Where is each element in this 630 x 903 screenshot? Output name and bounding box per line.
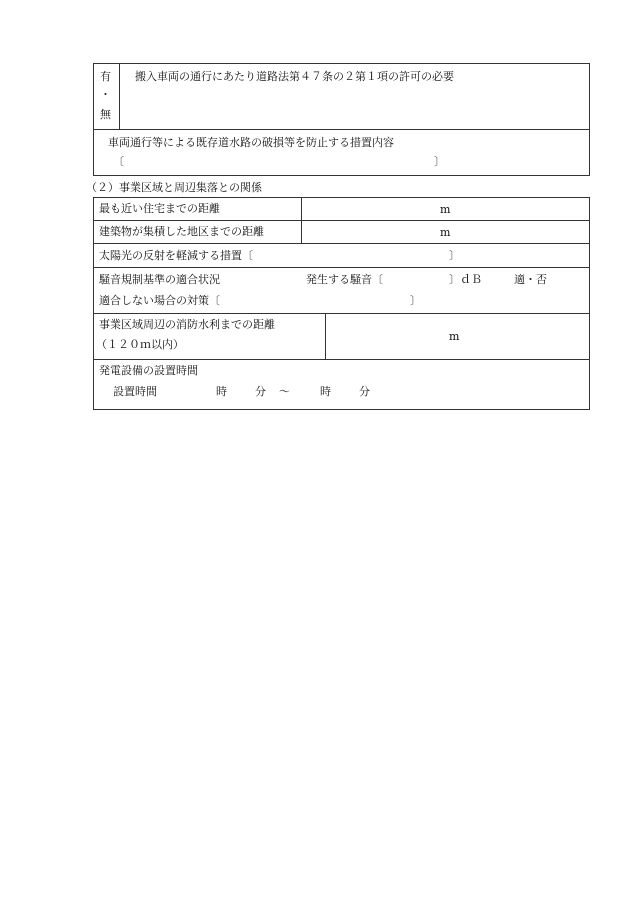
permit-question-text: 搬入車両の通行にあたり道路法第４７条の２第１項の許可の必要 (135, 70, 454, 83)
nearest-house-unit: m (440, 203, 451, 216)
row-divider-2 (93, 243, 590, 244)
building-area-label: 建築物が集積した地区までの距離 (99, 225, 264, 238)
col-divider-firewater (325, 313, 326, 359)
building-area-value-field[interactable] (304, 223, 434, 241)
solar-reflection-input[interactable] (285, 249, 443, 262)
measures-label: 車両通行等による既存道水路の破損等を防止する措置内容 (108, 136, 394, 149)
row-divider-1 (93, 220, 590, 221)
noise-judge-option[interactable]: 適・否 (514, 273, 547, 286)
permit-yesno-divider (119, 63, 120, 129)
solar-reflection-label: 太陽光の反射を軽減する措置〔 (99, 249, 253, 262)
install-time-tilde: ～ (279, 385, 290, 398)
fire-water-sublabel: （１２０ｍ以内） (96, 338, 184, 351)
noise-noncompliant-input[interactable] (246, 294, 404, 307)
noise-label: 騒音規制基準の適合状況 (99, 273, 220, 286)
col-divider-distance (301, 197, 302, 243)
fire-water-value-field[interactable] (328, 316, 443, 356)
measures-input-area[interactable] (126, 155, 431, 168)
noise-noncompliant-label: 適合しない場合の対策〔 (99, 294, 220, 307)
measures-bracket-close: 〕 (434, 155, 445, 168)
measures-bracket-open: 〔 (113, 155, 124, 168)
section2-heading: （２）事業区域と周辺集落との関係 (86, 181, 262, 194)
row-divider-5 (93, 359, 590, 360)
install-start-hour-unit: 時 (216, 385, 227, 398)
permit-table-divider (93, 129, 590, 130)
noise-generated-label: 発生する騒音〔 (306, 273, 383, 286)
install-end-hour-unit: 時 (320, 385, 331, 398)
noise-db-input[interactable] (390, 273, 445, 286)
nearest-house-label: 最も近い住宅までの距離 (99, 202, 220, 215)
permit-yes-option[interactable]: 有 (100, 70, 111, 83)
building-area-unit: m (440, 226, 451, 239)
noise-bracket-close: 〕 (410, 294, 421, 307)
install-time-label: 発電設備の設置時間 (99, 364, 198, 377)
noise-db-unit: 〕ｄＢ (449, 273, 482, 286)
install-start-hour-field[interactable] (172, 385, 212, 398)
permit-dot: ・ (100, 88, 111, 101)
row-divider-4 (93, 313, 590, 314)
fire-water-label: 事業区域周辺の消防水利までの距離 (99, 318, 275, 331)
install-start-min-unit: 分 (255, 385, 266, 398)
install-end-min-unit: 分 (359, 385, 370, 398)
permit-no-option[interactable]: 無 (100, 108, 111, 121)
solar-reflection-bracket-close: 〕 (449, 249, 460, 262)
row-divider-3 (93, 267, 590, 268)
install-time-sublabel: 設置時間 (113, 385, 157, 398)
fire-water-unit: m (449, 330, 460, 343)
nearest-house-value-field[interactable] (304, 200, 434, 218)
